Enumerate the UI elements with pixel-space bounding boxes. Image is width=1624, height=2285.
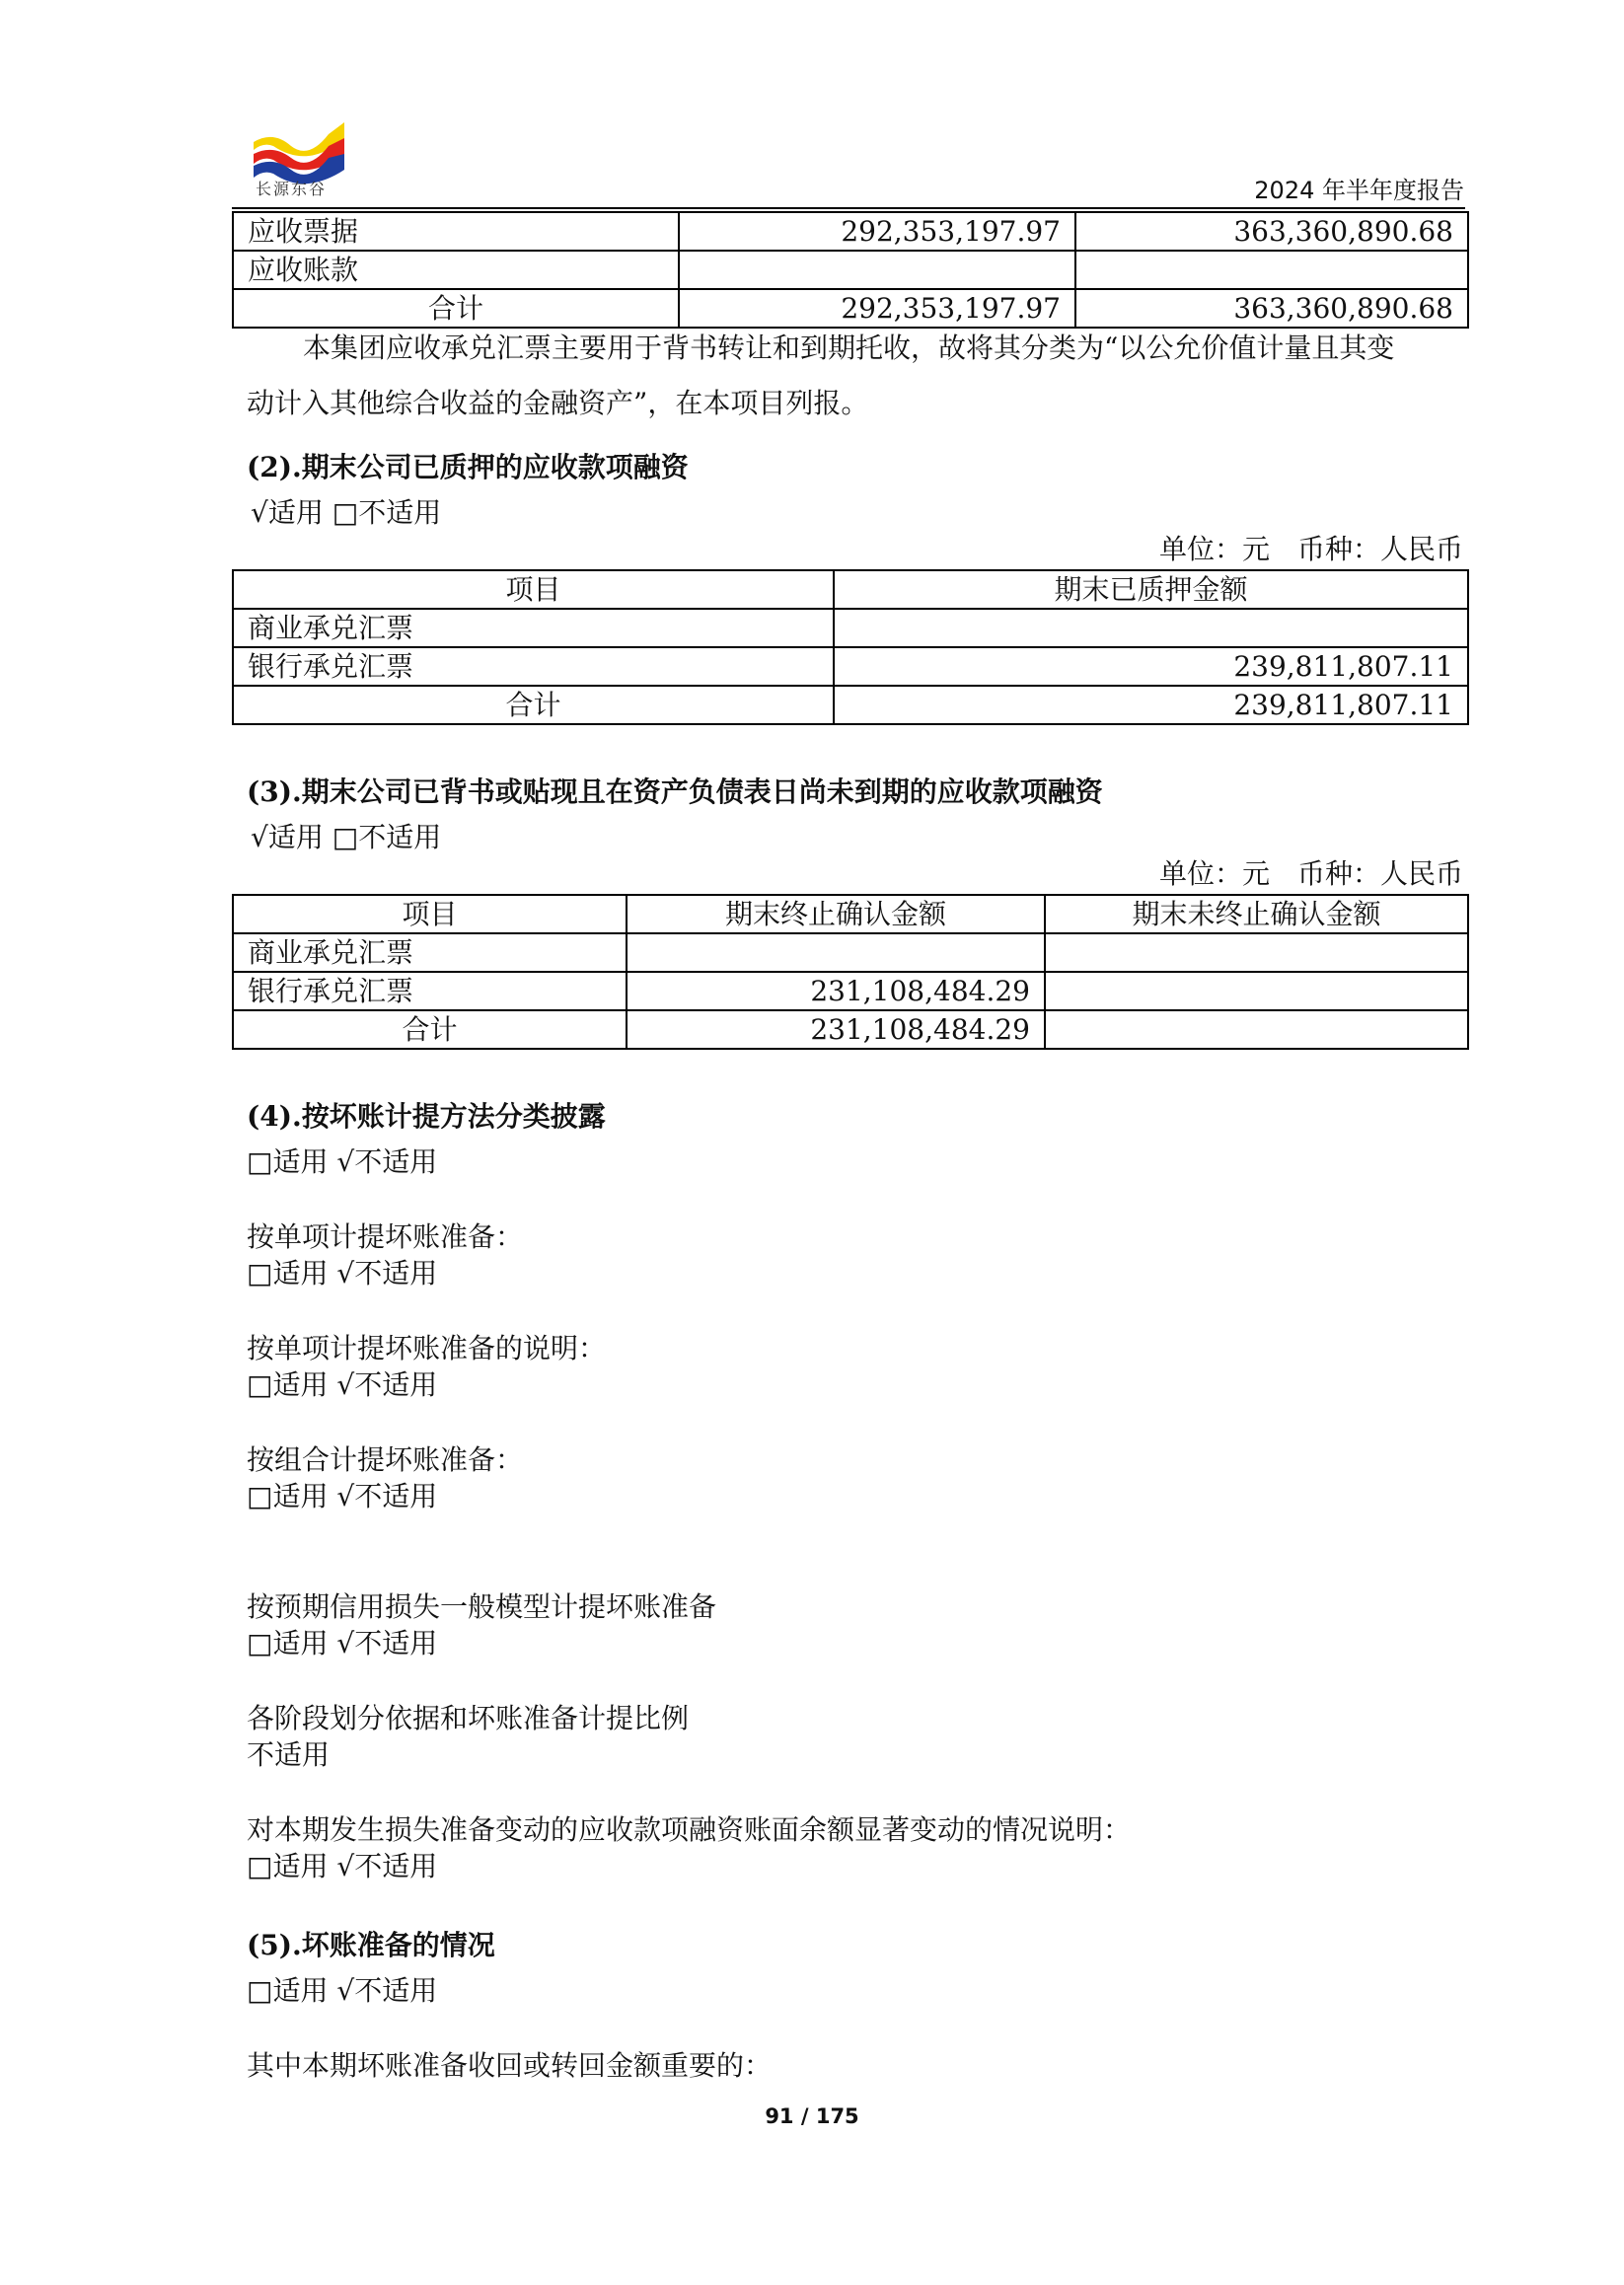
sub-item-label: 按单项计提坏账准备： xyxy=(247,1220,524,1253)
table-cell-item: 商业承兑汇票 xyxy=(233,609,834,647)
table-row-total xyxy=(233,289,1468,328)
applicability-status: □适用 √不适用 xyxy=(247,1480,438,1512)
paragraph-line: 本集团应收承兑汇票主要用于背书转让和到期托收，故将其分类为“以公允价值计量且其变 xyxy=(303,332,1395,364)
sub-item-label: 按组合计提坏账准备： xyxy=(247,1443,524,1476)
table-cell-item: 应收票据 xyxy=(233,212,679,251)
table-cell-value xyxy=(679,251,1075,289)
table-row-total xyxy=(233,1010,1468,1049)
section-heading: (3).期末公司已背书或贴现且在资产负债表日尚未到期的应收款项融资 xyxy=(247,775,1103,808)
table-cell-value xyxy=(1045,972,1468,1010)
section-heading: (4).按坏账计提方法分类披露 xyxy=(247,1100,606,1133)
table-row xyxy=(233,933,1468,972)
unit-label: 单位：元 币种：人民币 xyxy=(1158,533,1463,565)
table-row-total xyxy=(233,686,1468,724)
receivables-summary-table xyxy=(232,211,1469,329)
logo-text: 长源东谷 xyxy=(256,180,328,198)
sub-item-label: 对本期发生损失准备变动的应收款项融资账面余额显著变动的情况说明： xyxy=(247,1813,1132,1846)
table-cell-item: 银行承兑汇票 xyxy=(233,647,834,686)
table-cell-total-label: 合计 xyxy=(233,289,679,328)
table-cell-value: 363,360,890.68 xyxy=(1075,289,1468,328)
table-header-cell: 项目 xyxy=(233,570,834,609)
note-text: 其中本期坏账准备收回或转回金额重要的： xyxy=(247,2049,773,2082)
table-header-row xyxy=(233,570,1468,609)
table-header-row xyxy=(233,895,1468,933)
sub-item-label: 按单项计提坏账准备的说明： xyxy=(247,1332,607,1364)
report-title: 2024 年半年度报告 xyxy=(1254,177,1464,204)
section-heading: (5).坏账准备的情况 xyxy=(247,1929,495,1961)
table-cell-value xyxy=(627,933,1045,972)
applicability-status: □适用 √不适用 xyxy=(247,1850,438,1882)
applicability-status: √适用 □不适用 xyxy=(251,496,442,529)
paragraph-line: 动计入其他综合收益的金融资产”，在本项目列报。 xyxy=(247,387,869,419)
table-cell-item: 银行承兑汇票 xyxy=(233,972,627,1010)
table-cell-value xyxy=(834,609,1468,647)
section-heading: (2).期末公司已质押的应收款项融资 xyxy=(247,451,689,483)
header-divider xyxy=(232,207,1465,209)
applicability-status: 不适用 xyxy=(247,1738,331,1771)
table-row xyxy=(233,972,1468,1010)
table-cell-value: 231,108,484.29 xyxy=(627,1010,1045,1049)
page-number: 91 / 175 xyxy=(765,2104,859,2128)
table-cell-value: 231,108,484.29 xyxy=(627,972,1045,1010)
table-cell-value: 292,353,197.97 xyxy=(679,212,1075,251)
applicability-status: √适用 □不适用 xyxy=(251,821,442,853)
table-header-cell: 项目 xyxy=(233,895,627,933)
table-cell-value: 239,811,807.11 xyxy=(834,647,1468,686)
sub-item-label: 各阶段划分依据和坏账准备计提比例 xyxy=(247,1702,690,1734)
unit-label: 单位：元 币种：人民币 xyxy=(1158,857,1463,890)
table-row xyxy=(233,212,1468,251)
table-cell-value xyxy=(1075,251,1468,289)
table-row xyxy=(233,251,1468,289)
table-cell-value xyxy=(1045,933,1468,972)
table-cell-total-label: 合计 xyxy=(233,1010,627,1049)
applicability-status: □适用 √不适用 xyxy=(247,1974,438,2007)
applicability-status: □适用 √不适用 xyxy=(247,1145,438,1178)
table-header-cell: 期末已质押金额 xyxy=(834,570,1468,609)
applicability-status: □适用 √不适用 xyxy=(247,1257,438,1290)
table-cell-value: 292,353,197.97 xyxy=(679,289,1075,328)
table-row xyxy=(233,647,1468,686)
applicability-status: □适用 √不适用 xyxy=(247,1368,438,1401)
table-cell-value xyxy=(1045,1010,1468,1049)
table-cell-item: 应收账款 xyxy=(233,251,679,289)
pledged-receivables-table xyxy=(232,569,1469,725)
table-header-cell: 期末未终止确认金额 xyxy=(1045,895,1468,933)
table-cell-value: 239,811,807.11 xyxy=(834,686,1468,724)
table-cell-item: 商业承兑汇票 xyxy=(233,933,627,972)
table-row xyxy=(233,609,1468,647)
table-cell-total-label: 合计 xyxy=(233,686,834,724)
sub-item-label: 按预期信用损失一般模型计提坏账准备 xyxy=(247,1590,717,1623)
table-header-cell: 期末终止确认金额 xyxy=(627,895,1045,933)
endorsed-receivables-table xyxy=(232,894,1469,1050)
applicability-status: □适用 √不适用 xyxy=(247,1627,438,1659)
table-cell-value: 363,360,890.68 xyxy=(1075,212,1468,251)
